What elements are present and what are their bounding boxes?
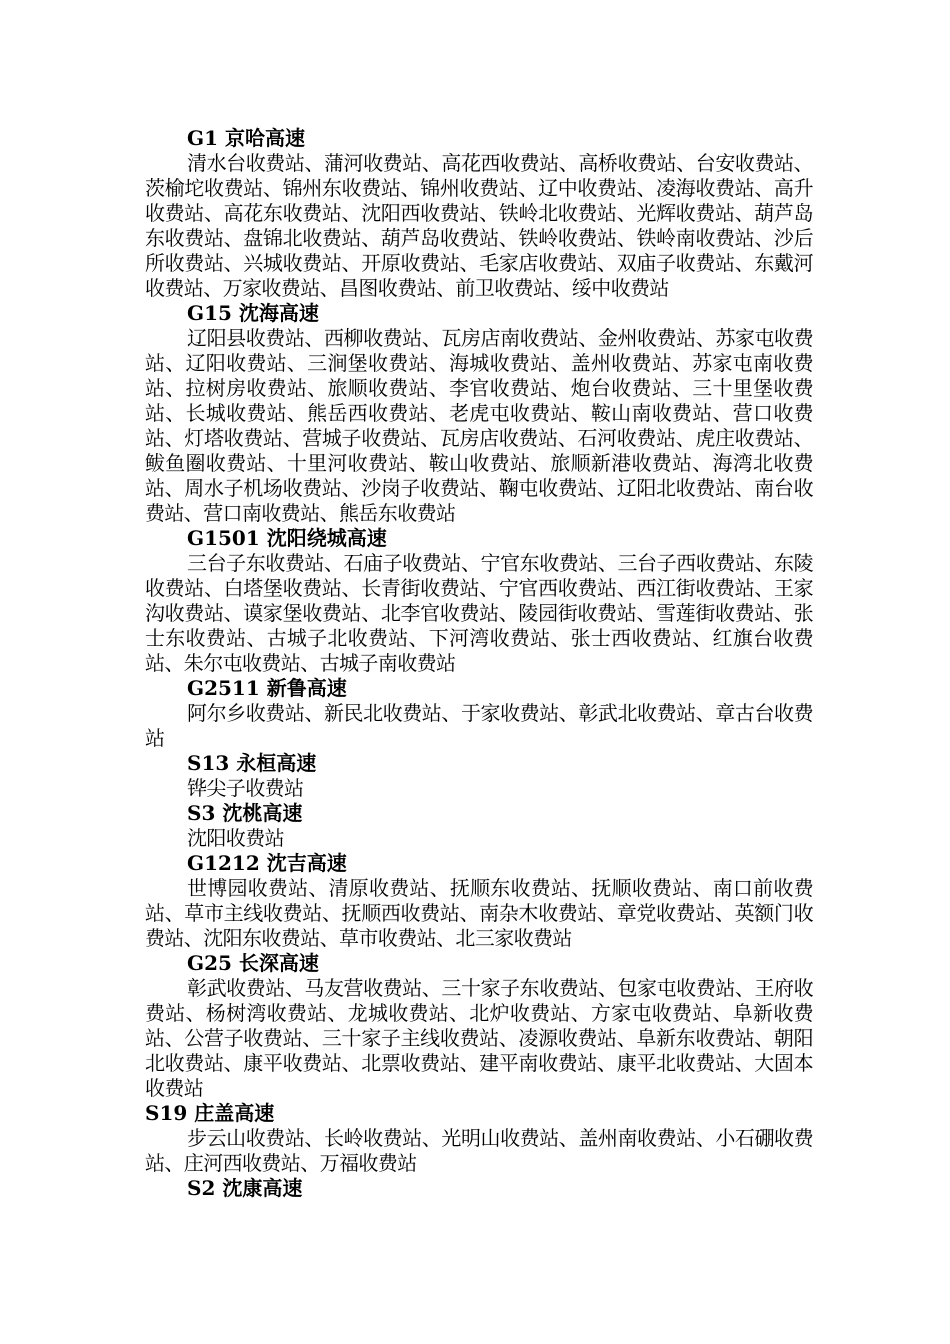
section-stations-g2511: 阿尔乡收费站、新民北收费站、于家收费站、彰武北收费站、章古台收费站 — [145, 701, 813, 750]
section-title-s2: S2 沈康高速 — [187, 1176, 303, 1200]
section-title-g2511: G2511 新鲁高速 — [187, 676, 347, 700]
section-title-s3: S3 沈桃高速 — [187, 801, 303, 825]
section-title-s19: S19 庄盖高速 — [145, 1101, 275, 1125]
section-title-g1501: G1501 沈阳绕城高速 — [187, 526, 387, 550]
section-stations-s19: 步云山收费站、长岭收费站、光明山收费站、盖州南收费站、小石硼收费站、庄河西收费站、万福收费站 — [145, 1126, 813, 1175]
section-stations-g1: 清水台收费站、蒲河收费站、高花西收费站、高桥收费站、台安收费站、茨榆坨收费站、锦州东收费站、锦州收费站、辽中收费站、凌海收费站、高升收费站、高花东收费站、沈阳西收费站、铁岭北收费站、光辉收费站、葫芦岛东收费站、盘锦北收费站、葫芦岛收费站、铁岭收费站、铁岭南收费站、沙后所收费站、兴城收费站、开原收费站、毛家店收费站、双庙子收费站、东戴河收费站、万家收费站、昌图收费站、前卫收费站、绥中收费站 — [145, 151, 813, 300]
section-title-s13: S13 永桓高速 — [187, 751, 317, 775]
section-stations-g1501: 三台子东收费站、石庙子收费站、宁官东收费站、三台子西收费站、东陵收费站、白塔堡收费站、长青街收费站、宁官西收费站、西江街收费站、王家沟收费站、谟家堡收费站、北李官收费站、陵园街收费站、雪莲街收费站、张士东收费站、古城子北收费站、下河湾收费站、张士西收费站、红旗台收费站、朱尔屯收费站、古城子南收费站 — [145, 551, 813, 675]
section-title-g1: G1 京哈高速 — [187, 126, 305, 150]
section-title-g15: G15 沈海高速 — [187, 301, 319, 325]
section-title-g1212: G1212 沈吉高速 — [187, 851, 347, 875]
section-stations-s13: 铧尖子收费站 — [187, 776, 304, 800]
section-title-g25: G25 长深高速 — [187, 951, 319, 975]
section-stations-g25: 彰武收费站、马友营收费站、三十家子东收费站、包家屯收费站、王府收费站、杨树湾收费站、龙城收费站、北炉收费站、方家屯收费站、阜新收费站、公营子收费站、三十家子主线收费站、凌源收费站、阜新东收费站、朝阳北收费站、康平收费站、北票收费站、建平南收费站、康平北收费站、大固本收费站 — [145, 976, 813, 1100]
section-stations-g15: 辽阳县收费站、西柳收费站、瓦房店南收费站、金州收费站、苏家屯收费站、辽阳收费站、三涧堡收费站、海城收费站、盖州收费站、苏家屯南收费站、拉树房收费站、旅顺收费站、李官收费站、炮台收费站、三十里堡收费站、长城收费站、熊岳西收费站、老虎屯收费站、鞍山南收费站、营口收费站、灯塔收费站、营城子收费站、瓦房店收费站、石河收费站、虎庄收费站、鲅鱼圈收费站、十里河收费站、鞍山收费站、旅顺新港收费站、海湾北收费站、周水子机场收费站、沙岗子收费站、鞠屯收费站、辽阳北收费站、南台收费站、营口南收费站、熊岳东收费站 — [145, 326, 813, 525]
section-stations-s3: 沈阳收费站 — [187, 826, 284, 850]
section-stations-g1212: 世博园收费站、清原收费站、抚顺东收费站、抚顺收费站、南口前收费站、草市主线收费站、抚顺西收费站、南杂木收费站、章党收费站、英额门收费站、沈阳东收费站、草市收费站、北三家收费站 — [145, 876, 813, 950]
document-content — [145, 126, 813, 1201]
